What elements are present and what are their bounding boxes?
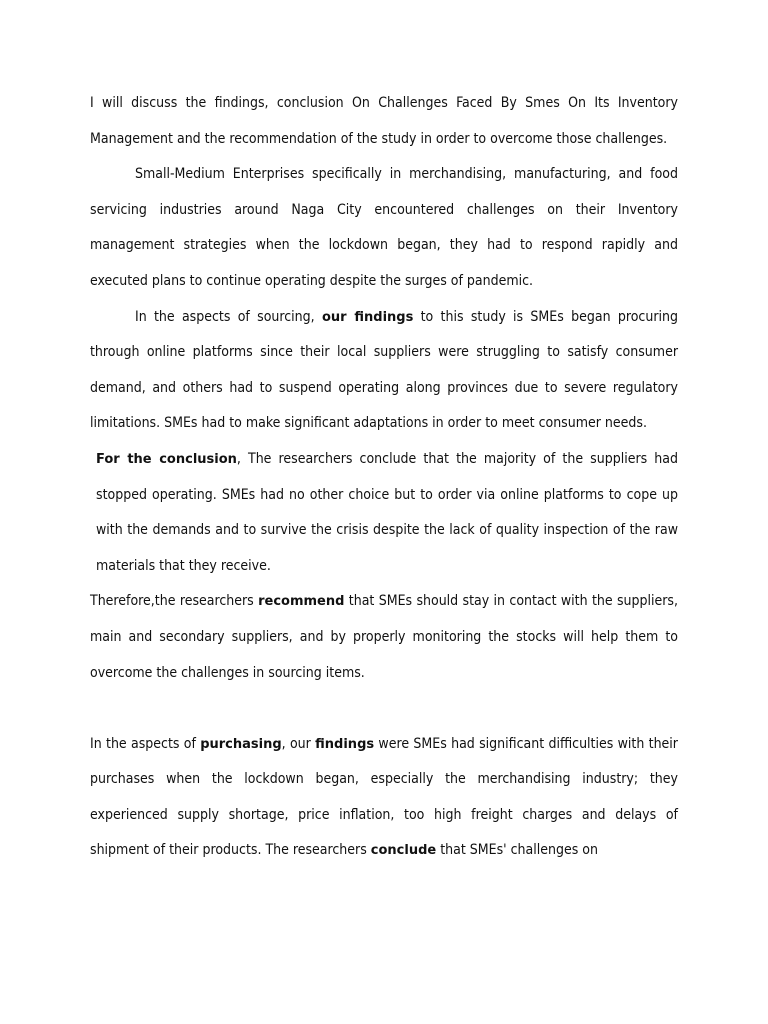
paragraph-sme-challenges: [90, 157, 678, 299]
purchasing-body: were SMEs had significant difficulties with their purchases when the lockdown began, especially the merchandising industry; they experienced supply shortage, price inflation, too high freight charges and delays of shipment of their products. The researchers: [90, 735, 678, 859]
findings-bold: findings: [315, 736, 375, 752]
for-the-conclusion-bold: For the conclusion: [96, 451, 237, 467]
paragraph-intro: [90, 86, 678, 157]
recommendation-lead: Therefore,the researchers: [90, 593, 259, 610]
paragraph-gap: [90, 691, 678, 727]
sourcing-findings-body: to this study is SMEs began procuring through online platforms since their local suppliers were struggling to satisfy consumer demand, and others had to suspend operating along provinces due to severe regulatory limitations. SMEs had to make significant adaptations in order to meet consumer needs.: [90, 308, 678, 432]
recommendation-body: that SMEs should stay in contact with the suppliers, main and secondary suppliers, and by properly monitoring the stocks will help them to overcome the challenges in sourcing items.: [90, 593, 678, 681]
purchasing-lead: In the aspects of: [90, 735, 201, 752]
paragraph-sourcing-findings: [90, 300, 678, 442]
our-findings-bold: our findings: [321, 309, 414, 325]
purchasing-mid: , our: [281, 735, 316, 752]
document-page: [90, 86, 678, 869]
sourcing-findings-lead: In the aspects of sourcing,: [135, 308, 322, 325]
recommend-bold: recommend: [258, 594, 345, 610]
paragraph-purchasing: [90, 727, 678, 869]
sme-challenges-text: Small-Medium Enterprises specifically in merchandising, manufacturing, and food servicing industries around Naga City encountered challenges on their Inventory management strategies when the lockdown began, they had to respond rapidly and executed plans to continue operating despite the surges of pandemic.: [90, 166, 678, 289]
purchasing-tail: that SMEs' challenges on: [436, 842, 598, 859]
paragraph-sourcing-conclusion: [90, 442, 678, 584]
conclude-bold: conclude: [370, 843, 437, 859]
paragraph-sourcing-recommendation: [90, 584, 678, 691]
sourcing-conclusion-body: , The researchers conclude that the majority of the suppliers had stopped operating. SMEs had no other choice but to order via online platforms to cope up with the demands and to survive the crisis despite the lack of quality inspection of the raw materials that they receive.: [96, 450, 678, 574]
purchasing-bold: purchasing: [200, 736, 282, 752]
intro-text: I will discuss the findings, conclusion On Challenges Faced By Smes On Its Inventory Management and the recommendation of the study in order to overcome those challenges.: [90, 95, 678, 147]
